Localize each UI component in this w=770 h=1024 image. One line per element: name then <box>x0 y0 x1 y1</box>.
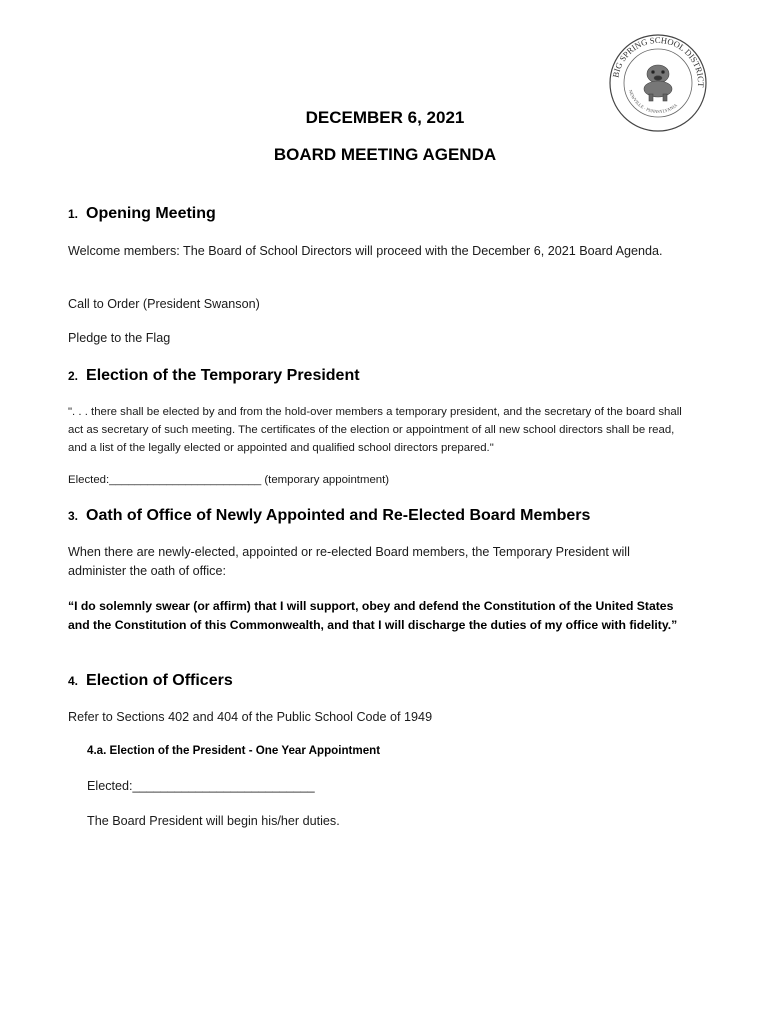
section-4-heading <box>68 672 233 690</box>
section-2-number: 2. <box>68 369 79 383</box>
bulldog-mascot-icon <box>644 65 672 101</box>
section-3-title: Oath of Office of Newly Appointed and Re-Elected Board Members <box>86 507 591 524</box>
pledge-line: Pledge to the Flag <box>68 331 171 345</box>
page-title: BOARD MEETING AGENDA <box>273 145 497 164</box>
section-1-heading <box>68 205 216 223</box>
call-to-order-line: Call to Order (President Swanson) <box>68 297 260 311</box>
temporary-president-elected-line: Elected:________________________ (temporary appointment) <box>68 474 390 486</box>
section-1-title: Opening Meeting <box>86 205 216 222</box>
section-4-number: 4. <box>68 674 79 688</box>
oath-text: “I do solemnly swear (or affirm) that I will support, obey and defend the Constitution of the United States and the Constitution of this Commonwealth, and that I will discharge the duties of my office with fidelity.” <box>68 599 678 632</box>
president-duties-line: The Board President will begin his/her duties. <box>87 814 340 828</box>
president-elected-line: Elected:__________________________ <box>87 779 315 793</box>
section-2-heading <box>68 367 360 385</box>
section-4-title: Election of Officers <box>86 672 233 689</box>
agenda-date: DECEMBER 6, 2021 <box>305 108 465 127</box>
subsection-4a-heading: 4.a. Election of the President - One Year Appointment <box>87 744 381 757</box>
temporary-president-quote: ". . . there shall be elected by and from the hold-over members a temporary president, and the secretary of the board shall act as secretary of such meeting. The certificates of the election or appointment of all new school directors shall be read, and a list of the legally elected or appointed and qualified school directors prepared." <box>68 406 682 454</box>
section-1-number: 1. <box>68 207 79 221</box>
section-3-heading <box>68 507 590 525</box>
seal-ring-text: BIG SPRING SCHOOL DISTRICT <box>610 34 707 88</box>
welcome-paragraph: Welcome members: The Board of School Directors will proceed with the December 6, 2021 Board Agenda. <box>68 244 663 258</box>
section-3-number: 3. <box>68 509 79 523</box>
oath-intro-paragraph: When there are newly-elected, appointed or re-elected Board members, the Temporary President will administer the oath of office: <box>68 545 630 578</box>
school-code-reference: Refer to Sections 402 and 404 of the Public School Code of 1949 <box>68 710 433 724</box>
seal-inner-text: NEWVILLE · PENNSYLVANIA <box>627 89 679 115</box>
section-2-title: Election of the Temporary President <box>86 367 360 384</box>
